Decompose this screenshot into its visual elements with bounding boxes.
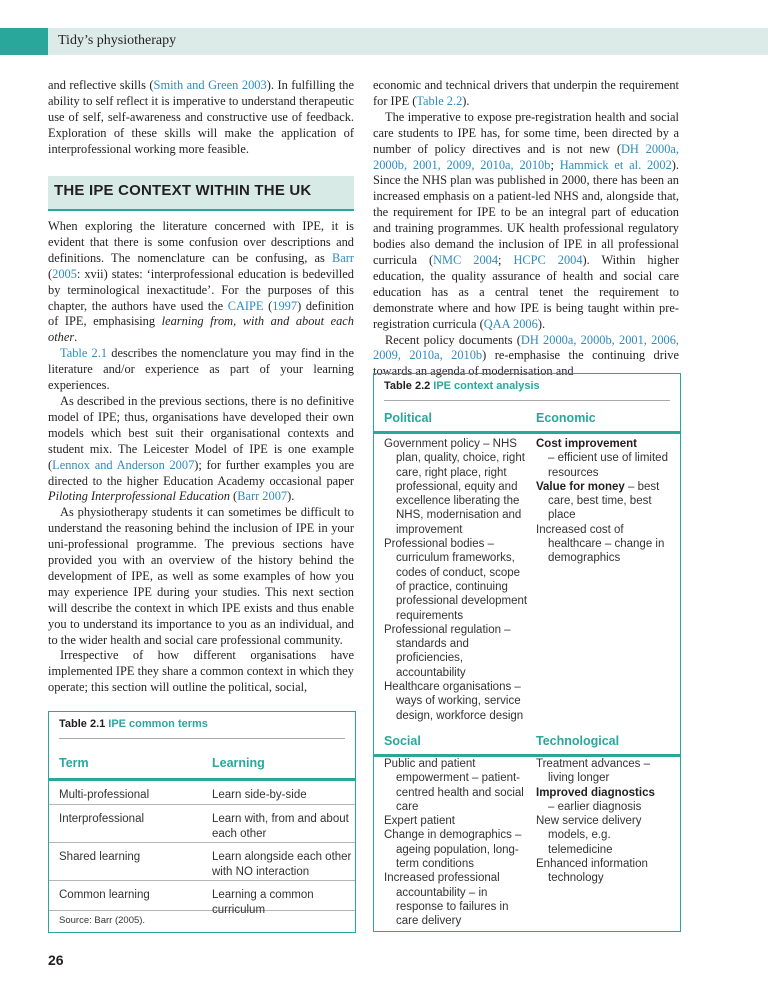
column-header-social: Social — [384, 734, 421, 748]
list-item: Cost improvement — [536, 438, 637, 450]
page-number: 26 — [48, 952, 64, 968]
table-ipe-common-terms — [48, 711, 356, 933]
citation-link[interactable]: HCPC 2004 — [513, 252, 583, 267]
table-row: Common learning Learning a common curriculum — [49, 881, 355, 911]
cell-social — [384, 757, 532, 929]
paragraph: and reflective skills (Smith and Green 2003). In fulfilling the ability to self reflect it is imperative to understand therapeutic use of self, self-awareness and constructive use of feedback. Exploration of these skills will make the application of interprofessional working more feasible. — [48, 78, 355, 156]
table-source: Source: Barr (2005). — [59, 915, 146, 926]
citation-link[interactable]: Hammick et al. 2002 — [559, 157, 672, 172]
table-header — [49, 748, 355, 781]
citation-link[interactable]: CAIPE — [227, 298, 264, 313]
table-caption: Table 2.2 IPE context analysis — [384, 380, 540, 392]
list-item: Healthcare organisations – ways of working, service design, workforce design — [384, 681, 524, 722]
cell-economic — [536, 437, 676, 566]
table-row: Interprofessional Learn with, from and about each other — [49, 805, 355, 843]
list-item: Change in demographics – ageing population, long-term conditions — [384, 829, 522, 871]
cell-technological — [536, 757, 676, 886]
table-row: Multi-professional Learn side-by-side — [49, 781, 355, 805]
table-row: Shared learning Learn alongside each other with NO interaction — [49, 843, 355, 881]
list-item: – efficient use of limited resources — [548, 452, 668, 479]
running-title: Tidy’s physiotherapy — [58, 33, 177, 48]
cell-political — [384, 437, 532, 723]
divider — [59, 738, 345, 739]
list-item: Public and patient empowerment – patient-centred health and social care — [384, 758, 524, 813]
paragraph: Recent policy documents (DH 2000a, 2000b, 2001, 2006, 2009, 2010a, 2010b) re-emphasise the continuing drive towards an agenda of modernisation and — [373, 332, 679, 379]
header-accent-tab — [0, 28, 48, 55]
paragraph: When exploring the literature concerned with IPE, it is evident that there is some confusion over descriptions and definitions. The nomenclature can be confusing, as Barr (2005: xvii) states: ‘interprofessional education is bedevilled by terminological inexactitude’. For the purposes of this chapter, the authors have used the CAIPE (1997) definition of IPE, emphasising learning from, with and about each other. — [48, 219, 354, 345]
list-item: Value for money – best care, best time, best place — [536, 480, 660, 522]
paragraph: economic and technical drivers that underpin the requirement for IPE (Table 2.2). — [373, 78, 679, 108]
divider — [384, 400, 670, 401]
table-link[interactable]: Table 2.2 — [416, 93, 463, 108]
list-item: Professional regulation – standards and proficiencies, accountability — [384, 623, 511, 679]
table-header — [374, 730, 680, 757]
column-header-term: Term — [59, 756, 89, 770]
citation-link[interactable]: 2005 — [52, 266, 77, 281]
list-item: – earlier diagnosis — [548, 800, 642, 813]
paragraph: As described in the previous sections, there is no definitive model of IPE; thus, organisations have developed their own models which best suit their organisational contexts and student mix. The Leicester Model of IPE is one example (Lennox and Anderson 2007); for further examples you are directed to the higher Education Academy occasional paper Piloting Interprofessional Education (Barr 2007). — [48, 393, 355, 504]
left-column-intro — [48, 78, 354, 158]
table-link[interactable]: Table 2.1 — [60, 346, 108, 361]
citation-link[interactable]: DH 2000a, 2000b, 2001, 2009, 2010a, 2010b — [373, 141, 679, 172]
list-item: Increased professional accountability – in response to failures in care delivery — [384, 872, 509, 928]
list-item: Government policy – NHS plan, quality, choice, right care, right place, right professional, equity and excellence liberating the NHS, modernisation and improvement — [384, 438, 525, 536]
table-ipe-context-analysis — [373, 373, 681, 932]
column-header-political: Political — [384, 411, 432, 425]
citation-link[interactable]: Barr — [331, 250, 354, 265]
column-header-economic: Economic — [536, 411, 596, 425]
citation-link[interactable]: Smith and Green 2003 — [153, 78, 267, 92]
section-title: THE IPE CONTEXT WITHIN THE UK — [54, 182, 312, 199]
citation-link[interactable]: Lennox and Anderson 2007 — [52, 457, 195, 472]
list-item: Professional bodies – curriculum frameworks, codes of conduct, scope of practice, continuing professional development requirements — [384, 538, 528, 622]
left-column-body — [48, 219, 354, 696]
citation-link[interactable]: 1997 — [272, 298, 298, 313]
list-item: New service delivery models, e.g. telemedicine — [536, 815, 642, 856]
citation-link[interactable]: QAA 2006 — [483, 316, 538, 331]
list-item: Improved diagnostics — [536, 786, 655, 799]
list-item: Expert patient — [384, 815, 455, 828]
paragraph: Irrespective of how different organisations have implemented IPE they share a common context in which they operate; this section will outline the political, social, — [48, 648, 354, 695]
list-item: Treatment advances – living longer — [536, 758, 650, 785]
citation-link[interactable]: Barr 2007 — [237, 489, 288, 504]
list-item: Enhanced information technology — [536, 858, 648, 885]
list-item: Increased cost of healthcare – change in demographics — [536, 523, 665, 565]
citation-link[interactable]: DH 2000a, 2000b, 2001, 2006, 2009, 2010a, 2010b — [373, 332, 679, 363]
paragraph: Table 2.1 describes the nomenclature you may find in the literature and/or experience as part of your learning experiences. — [48, 346, 354, 393]
table-header — [374, 407, 680, 434]
section-heading — [48, 176, 354, 211]
column-header-learning: Learning — [212, 756, 265, 770]
column-header-technological: Technological — [536, 734, 620, 748]
citation-link[interactable]: NMC 2004 — [433, 252, 499, 267]
running-header — [0, 28, 768, 55]
paragraph: As physiotherapy students it can sometimes be difficult to understand the reasoning behind the inclusion of IPE in your uni-professional programme. The previous sections have provided you with an overview of the history behind the development of IPE, as well as some examples of how you may experience IPE during your studies. This next section will describe the context in which IPE exists and thus enable you to understand its importance to you as an individual, and to the wider health and social care professional community. — [48, 505, 354, 647]
table-caption: Table 2.1 IPE common terms — [59, 718, 208, 730]
right-column-body — [373, 78, 679, 380]
paragraph: The imperative to expose pre-registration health and social care students to IPE has, for some time, been directed by a number of policy directives and is not new (DH 2000a, 2000b, 2001, 2009, 2010a, 2010b; Hammick et al. 2002). Since the NHS plan was published in 2000, there has been an increased emphasis on a patient-led NHS and, alongside that, the requirement for IPE to be an integral part of education and training programmes. UK health professional regulatory bodies also demand the inclusion of IPE in all professional curricula (NMC 2004; HCPC 2004). Within higher education, the quality assurance of health and social care education has as a central tenet the requirement to demonstrate where and how IPE is being taught within pre-registration curricula (QAA 2006). — [373, 109, 679, 331]
